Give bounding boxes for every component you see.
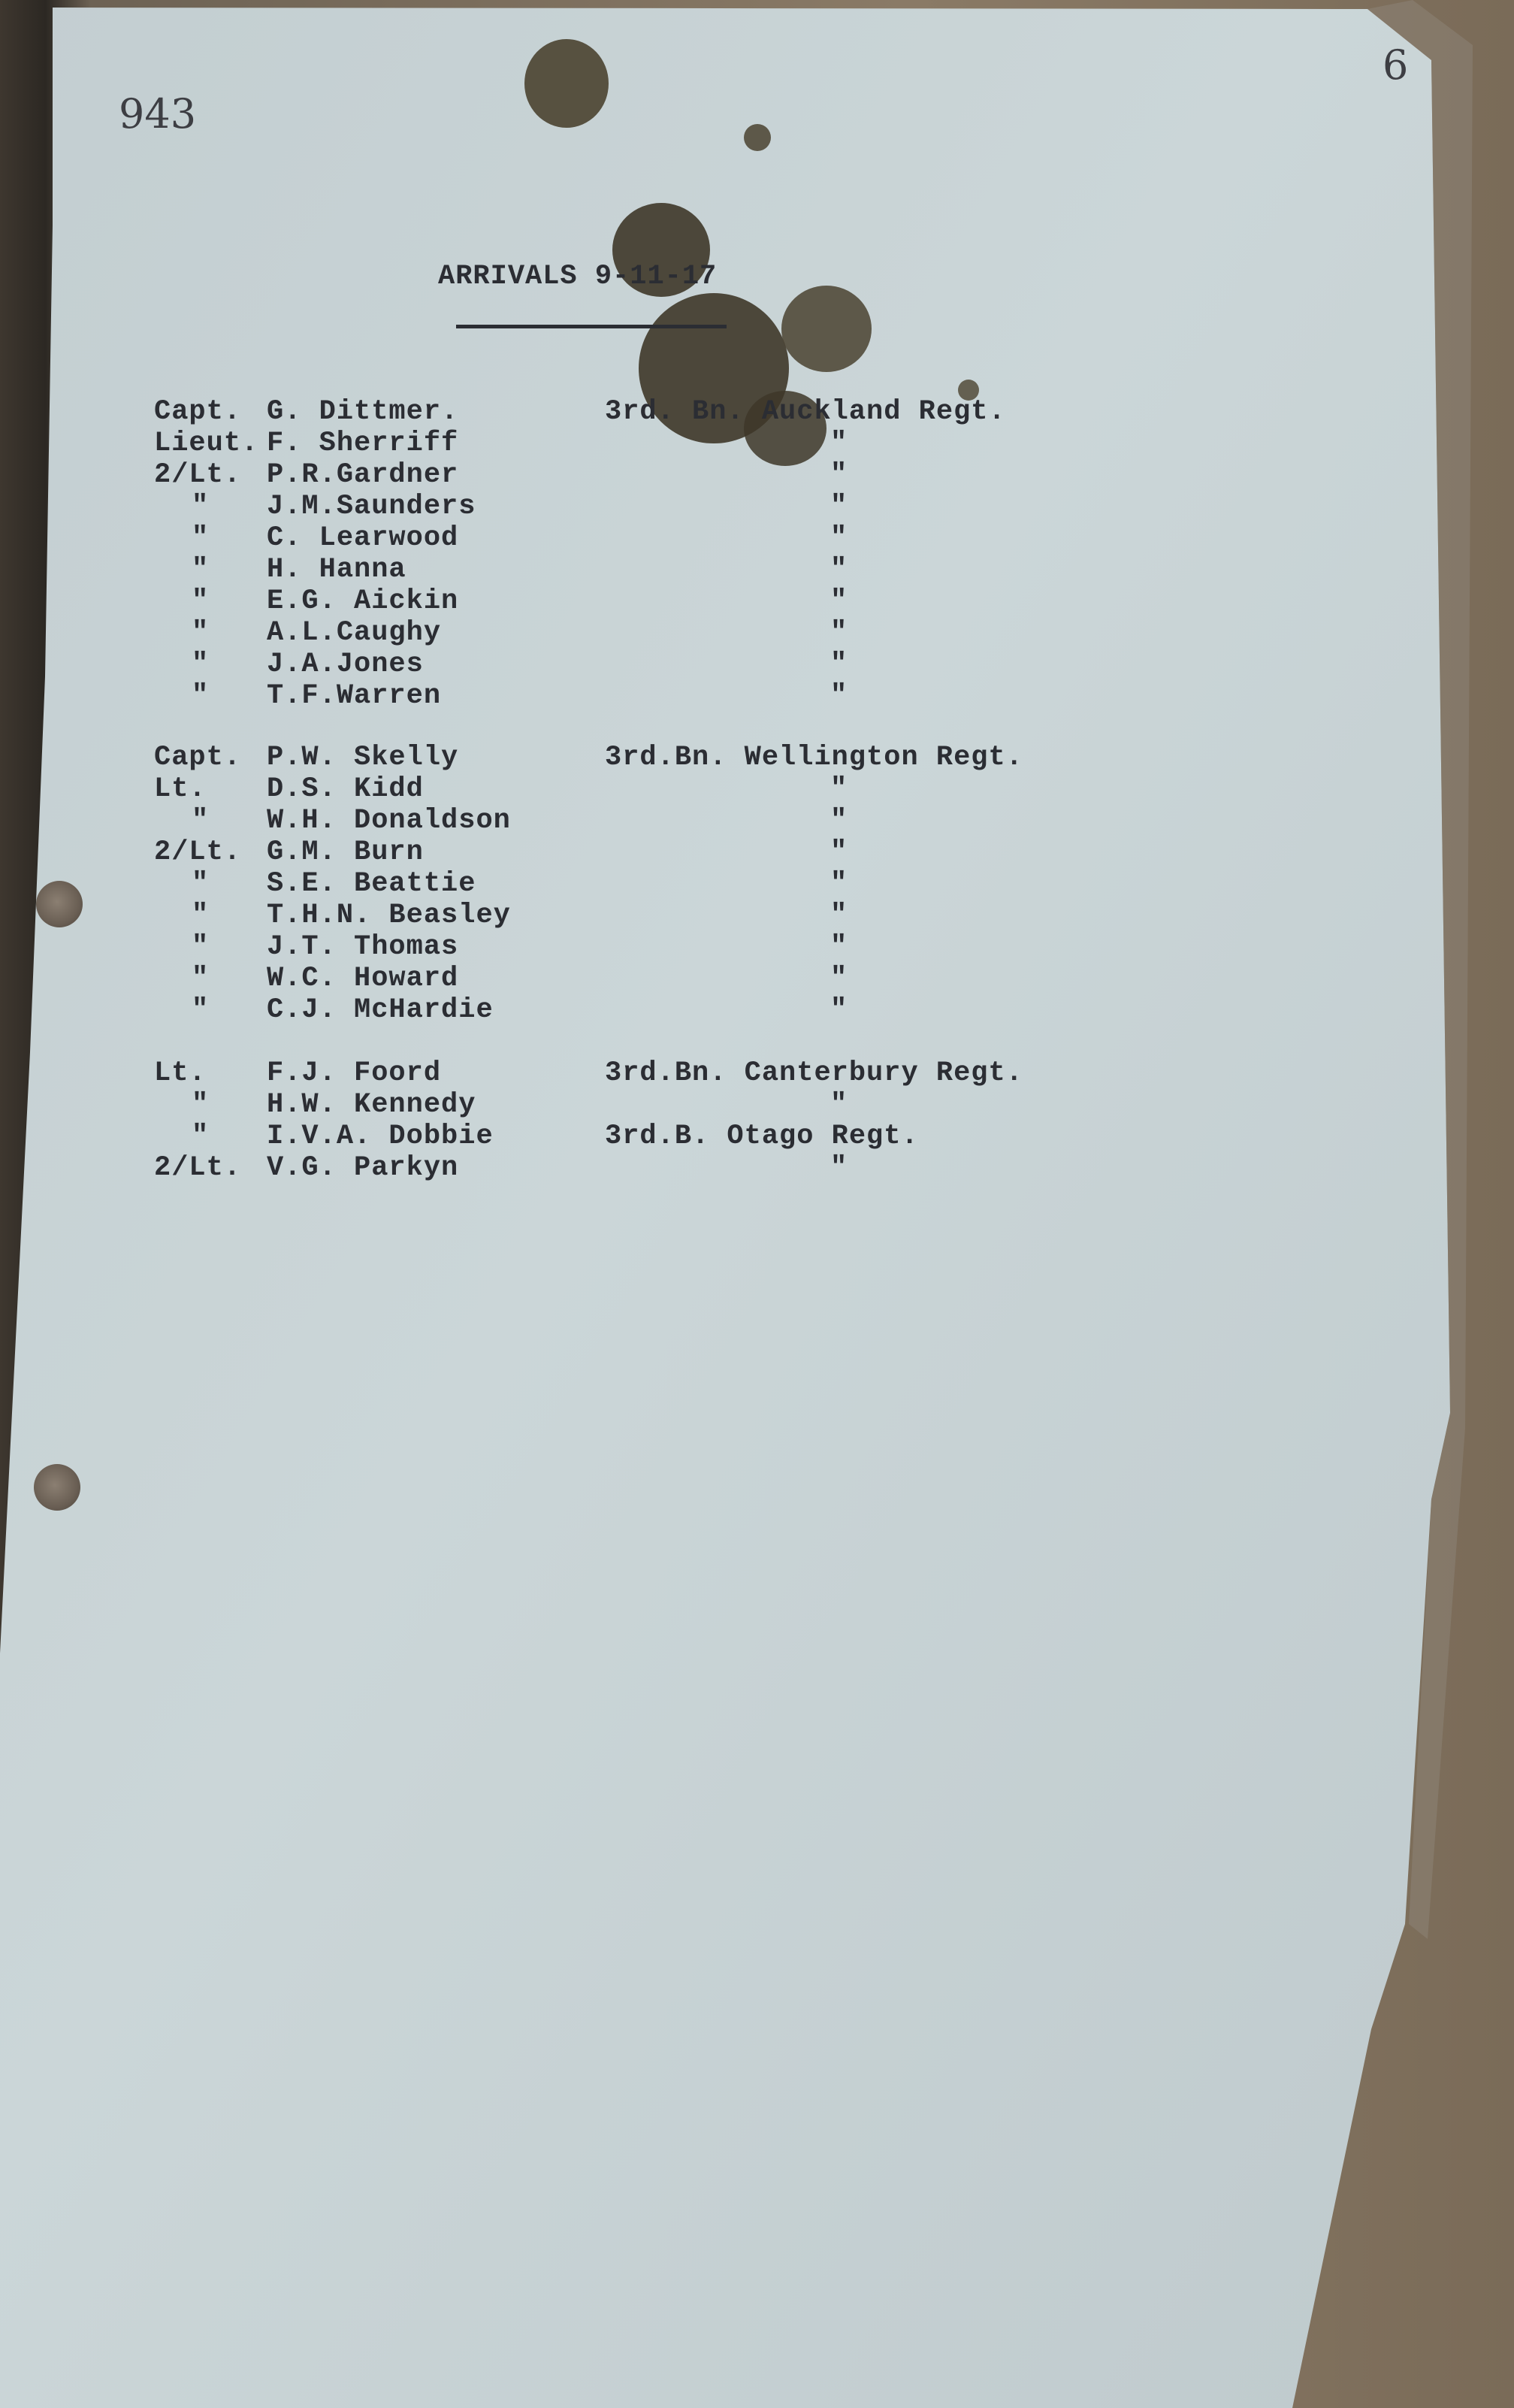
entry-unit: 3rd. Bn. Auckland Regt. — [605, 396, 1006, 428]
entry-name: P.W. Skelly — [267, 742, 459, 773]
entry-unit: " — [830, 900, 848, 931]
entry-unit: " — [830, 963, 848, 994]
ink-stain — [524, 39, 609, 128]
entry-rank: Capt. — [154, 742, 242, 773]
title-underline — [456, 325, 727, 328]
entry-unit: " — [830, 931, 848, 963]
entry-unit: " — [830, 428, 848, 459]
entry-rank: " — [192, 585, 210, 617]
entry-rank: " — [192, 963, 210, 994]
entry-unit: " — [830, 554, 848, 585]
entry-name: T.H.N. Beasley — [267, 900, 511, 931]
entry-rank: " — [192, 680, 210, 712]
entry-rank: 2/Lt. — [154, 836, 242, 868]
entry-name: E.G. Aickin — [267, 585, 459, 617]
entry-unit: " — [830, 994, 848, 1026]
entry-name: W.C. Howard — [267, 963, 459, 994]
entry-rank: " — [192, 900, 210, 931]
entry-name: C.J. McHardie — [267, 994, 494, 1026]
entry-name: H.W. Kennedy — [267, 1089, 476, 1121]
entry-name: F. Sherriff — [267, 428, 459, 459]
entry-unit: " — [830, 585, 848, 617]
entry-name: J.A.Jones — [267, 649, 424, 680]
entry-name: V.G. Parkyn — [267, 1152, 459, 1184]
ink-stain — [781, 286, 872, 372]
entry-name: C. Learwood — [267, 522, 459, 554]
entry-unit: " — [830, 617, 848, 649]
entry-name: G.M. Burn — [267, 836, 424, 868]
entry-rank: 2/Lt. — [154, 459, 242, 491]
entry-rank: Lt. — [154, 1057, 207, 1089]
entry-rank: " — [192, 554, 210, 585]
entry-name: J.T. Thomas — [267, 931, 459, 963]
entry-rank: 2/Lt. — [154, 1152, 242, 1184]
entry-rank: Lieut. — [154, 428, 259, 459]
entry-rank: " — [192, 649, 210, 680]
entry-rank: Capt. — [154, 396, 242, 428]
entry-unit: " — [830, 1089, 848, 1121]
entry-unit: 3rd.Bn. Canterbury Regt. — [605, 1057, 1023, 1089]
entry-rank: " — [192, 491, 210, 522]
entry-unit: " — [830, 773, 848, 805]
entry-rank: " — [192, 868, 210, 900]
entry-unit: " — [830, 649, 848, 680]
entry-unit: " — [830, 836, 848, 868]
entry-name: F.J. Foord — [267, 1057, 442, 1089]
entry-name: J.M.Saunders — [267, 491, 476, 522]
entry-rank: " — [192, 617, 210, 649]
entry-unit: " — [830, 522, 848, 554]
folio-number: 943 — [119, 90, 197, 138]
entry-name: T.F.Warren — [267, 680, 442, 712]
page-title: ARRIVALS 9-11-17 — [438, 261, 718, 292]
entry-rank: Lt. — [154, 773, 207, 805]
entry-name: P.R.Gardner — [267, 459, 459, 491]
entry-rank: " — [192, 805, 210, 836]
punch-hole — [36, 881, 83, 927]
entry-unit: " — [830, 459, 848, 491]
entry-name: I.V.A. Dobbie — [267, 1121, 494, 1152]
corner-page-mark: 6 — [1383, 41, 1409, 89]
entry-rank: " — [192, 522, 210, 554]
ink-stain — [744, 124, 771, 151]
entry-name: G. Dittmer. — [267, 396, 459, 428]
entry-rank: " — [192, 1089, 210, 1121]
entry-unit: " — [830, 680, 848, 712]
entry-unit: " — [830, 805, 848, 836]
entry-unit: 3rd.Bn. Wellington Regt. — [605, 742, 1023, 773]
entry-unit: " — [830, 1152, 848, 1184]
entry-name: W.H. Donaldson — [267, 805, 511, 836]
entry-name: D.S. Kidd — [267, 773, 424, 805]
entry-rank: " — [192, 1121, 210, 1152]
entry-name: H. Hanna — [267, 554, 406, 585]
entry-name: A.L.Caughy — [267, 617, 442, 649]
punch-hole — [34, 1464, 80, 1511]
entry-unit: 3rd.B. Otago Regt. — [605, 1121, 919, 1152]
entry-unit: " — [830, 491, 848, 522]
entry-rank: " — [192, 931, 210, 963]
entry-rank: " — [192, 994, 210, 1026]
entry-name: S.E. Beattie — [267, 868, 476, 900]
entry-unit: " — [830, 868, 848, 900]
